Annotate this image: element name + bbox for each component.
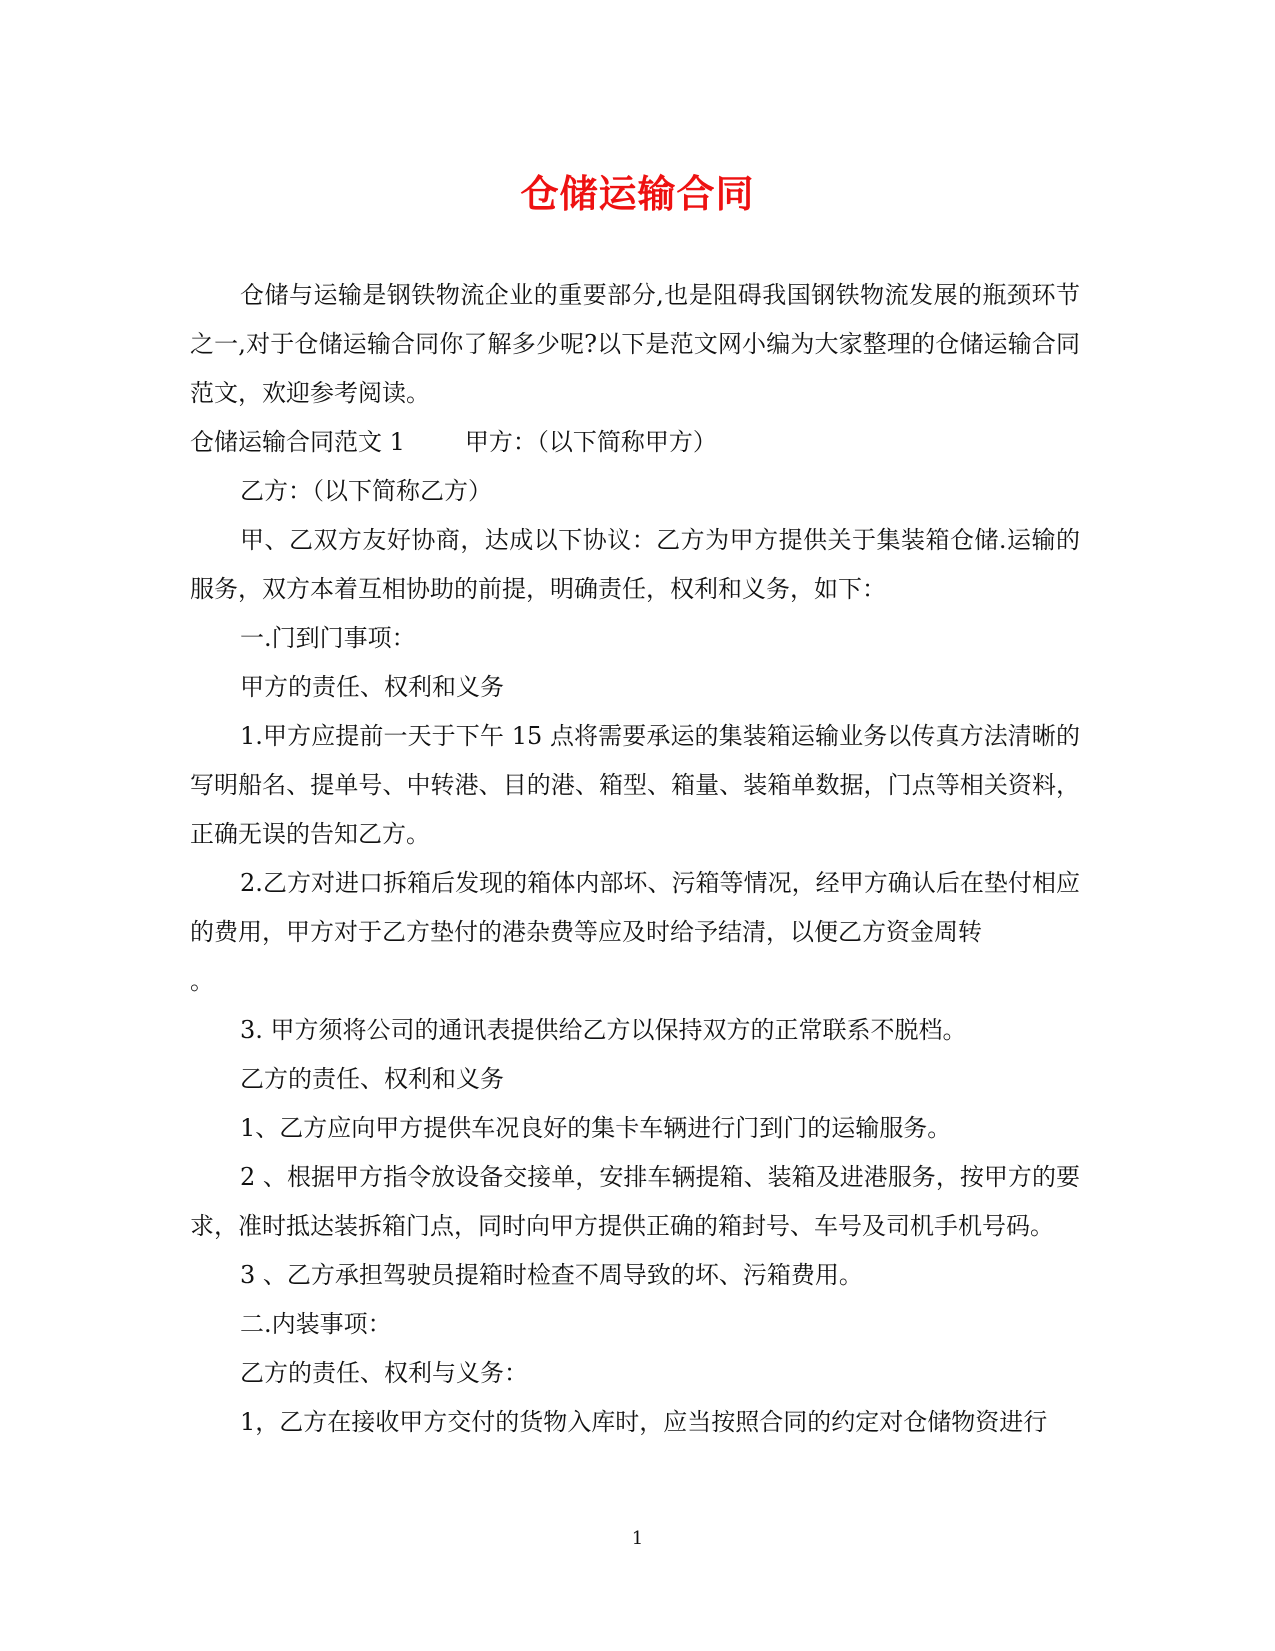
section-2-title: 二.内装事项： — [240, 1310, 392, 1338]
party-b-item-2: 2 、根据甲方指令放设备交接单，安排车辆提箱、装箱及进港服务，按甲方的要求，准时抵达装拆箱门点，同时向甲方提供正确的箱封号、车号及司机手机号码。 — [190, 1163, 1080, 1240]
sample-heading: 仓储运输合同范文 1 — [190, 428, 405, 456]
party-b-section2-duties-title: 乙方的责任、权利与义务： — [240, 1359, 528, 1387]
party-a-line: 甲方：（以下简称甲方） — [464, 428, 717, 456]
party-b-line: 乙方：（以下简称乙方） — [240, 477, 492, 505]
party-b-item-3: 3 、乙方承担驾驶员提箱时检查不周导致的坏、污箱费用。 — [240, 1261, 863, 1289]
intro-paragraph: 仓储与运输是钢铁物流企业的重要部分,也是阻碍我国钢铁物流发展的瓶颈环节之一,对于仓储运输合同你了解多少呢?以下是范文网小编为大家整理的仓储运输合同范文，欢迎参考阅读。 — [190, 281, 1080, 407]
section-1-title: 一.门到门事项： — [240, 624, 416, 652]
party-b-duties-title: 乙方的责任、权利和义务 — [240, 1065, 504, 1093]
sample-heading-line — [190, 418, 1080, 467]
party-b-section2-item-1: 1，乙方在接收甲方交付的货物入库时，应当按照合同的约定对仓储物资进行 — [240, 1408, 1048, 1436]
document-body — [190, 271, 1080, 1447]
party-a-item-1: 1.甲方应提前一天于下午 15 点将需要承运的集装箱运输业务以传真方法清晰的写明船名、提单号、中转港、目的港、箱型、箱量、装箱单数据，门点等相关资料，正确无误的告知乙方。 — [190, 722, 1080, 848]
party-a-duties-title: 甲方的责任、权利和义务 — [240, 673, 504, 701]
agreement-paragraph: 甲、乙双方友好协商，达成以下协议：乙方为甲方提供关于集装箱仓储.运输的服务，双方本着互相协助的前提，明确责任，权利和义务，如下： — [190, 526, 1080, 603]
party-a-item-3: 3. 甲方须将公司的通讯表提供给乙方以保持双方的正常联系不脱档。 — [240, 1016, 967, 1044]
party-a-item-2: 2.乙方对进口拆箱后发现的箱体内部坏、污箱等情况，经甲方确认后在垫付相应的费用，甲方对于乙方垫付的港杂费等应及时给予结清，以便乙方资金周转 — [190, 869, 1080, 946]
page-number: 1 — [631, 1528, 644, 1549]
document-title: 仓储运输合同 — [520, 171, 755, 216]
party-a-item-2-tail: 。 — [190, 967, 214, 995]
party-b-item-1: 1、乙方应向甲方提供车况良好的集卡车辆进行门到门的运输服务。 — [240, 1114, 952, 1142]
